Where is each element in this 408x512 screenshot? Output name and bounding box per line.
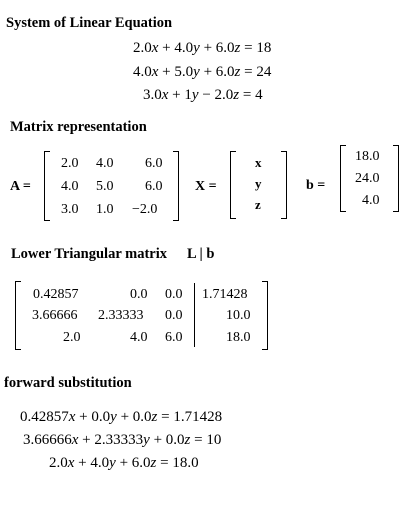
matrix-l-b-cell: 1.71428 — [202, 287, 248, 302]
matrix-l-b-cell: 10.0 — [226, 308, 251, 323]
vector-b-left-bracket — [340, 145, 346, 212]
matrix-l-left-bracket — [15, 281, 21, 350]
augmented-label: L | b — [187, 246, 215, 262]
matrix-l-cell: 2.33333 — [98, 308, 144, 323]
augment-divider — [194, 283, 195, 347]
matrix-l-cell: 3.66666 — [32, 308, 78, 323]
matrix-a-cell: 6.0 — [145, 156, 163, 171]
vector-b-cell: 24.0 — [355, 171, 380, 186]
matrix-l-right-bracket — [262, 281, 268, 350]
matrix-a-cell: 1.0 — [96, 202, 114, 217]
fs-equation-1: 0.42857x + 0.0y + 0.0z = 1.71428 — [20, 409, 223, 425]
matrix-a-left-bracket — [44, 151, 50, 221]
fs-equation-2: 3.66666x + 2.33333y + 0.0z = 10 — [23, 432, 222, 448]
matrix-a-cell: 4.0 — [96, 156, 114, 171]
matrix-a-cell: 5.0 — [96, 179, 114, 194]
equation-2: 4.0x + 5.0y + 6.0z = 24 — [133, 64, 272, 80]
matrix-l-cell: 0.42857 — [33, 287, 79, 302]
vector-x-cell: y — [255, 176, 262, 191]
vector-x-cell: z — [255, 197, 261, 212]
matrix-a-label: A = — [10, 179, 31, 194]
matrix-l-cell: 0.0 — [165, 308, 183, 323]
matrix-l-cell: 6.0 — [165, 330, 183, 345]
vector-b-label: b = — [306, 178, 326, 193]
fs-equation-3: 2.0x + 4.0y + 6.0z = 18.0 — [49, 455, 199, 471]
vector-b-cell: 4.0 — [362, 193, 380, 208]
matrix-l-cell: 0.0 — [165, 287, 183, 302]
vector-x-cell: x — [255, 155, 262, 170]
matrix-a-cell: 4.0 — [61, 179, 79, 194]
matrix-a-cell: −2.0 — [132, 202, 158, 217]
equation-1: 2.0x + 4.0y + 6.0z = 18 — [133, 40, 272, 56]
vector-x-label: X = — [195, 179, 217, 194]
matrix-l-cell: 0.0 — [130, 287, 148, 302]
section-title-lower-triangular: Lower Triangular matrix — [11, 246, 168, 262]
vector-b-cell: 18.0 — [355, 149, 380, 164]
matrix-a-cell: 2.0 — [61, 156, 79, 171]
matrix-l-b-cell: 18.0 — [226, 330, 251, 345]
section-title-system: System of Linear Equation — [6, 15, 173, 31]
section-title-forward-substitution: forward substitution — [4, 375, 132, 391]
vector-b-right-bracket — [393, 145, 399, 212]
section-title-matrix: Matrix representation — [10, 119, 147, 135]
vector-x-left-bracket — [230, 151, 236, 219]
matrix-a-cell: 3.0 — [61, 202, 79, 217]
vector-x-right-bracket — [281, 151, 287, 219]
matrix-a-right-bracket — [173, 151, 179, 221]
matrix-l-cell: 2.0 — [63, 330, 81, 345]
matrix-a-cell: 6.0 — [145, 179, 163, 194]
matrix-l-cell: 4.0 — [130, 330, 148, 345]
equation-3: 3.0x + 1y − 2.0z = 4 — [143, 87, 263, 103]
